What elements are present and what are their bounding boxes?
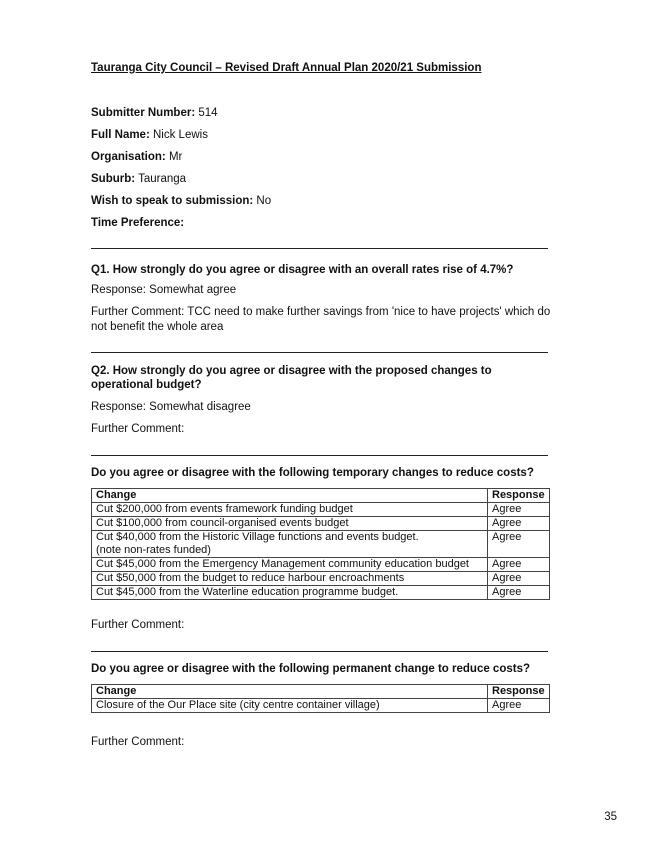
field-value: No [256,195,272,207]
full-name [91,129,208,141]
divider [91,651,548,652]
divider [91,352,548,353]
response-cell: Agree [488,558,550,572]
document-title: Tauranga City Council – Revised Draft Annual Plan 2020/21 Submission [91,62,482,74]
table-row [92,531,550,558]
q2-response: Response: Somewhat disagree [91,401,251,413]
table-header-row [92,489,550,503]
suburb [91,173,186,185]
change-text: Cut $40,000 from the Historic Village functions and events budget. [96,531,419,543]
column-header-change: Change [92,489,488,503]
q2-question: Q2. How strongly do you agree or disagree with the proposed changes to operational budget? [91,365,492,391]
table-row [92,503,550,517]
field-label: Organisation: [91,151,166,163]
field-label: Time Preference: [91,217,185,229]
change-cell: Cut $200,000 from events framework funding budget [92,503,488,517]
change-cell: Cut $50,000 from the budget to reduce harbour encroachments [92,572,488,586]
q1-response: Response: Somewhat agree [91,284,237,296]
page-number: 35 [604,811,617,823]
table-row [92,586,550,600]
table-header-row [92,685,550,699]
table-row [92,572,550,586]
response-cell: Agree [488,572,550,586]
submitter-number [91,107,218,119]
time-preference [91,217,184,229]
change-cell: Cut $45,000 from the Waterline education programme budget. [92,586,488,600]
change-cell: Cut $45,000 from the Emergency Management community education budget [92,558,488,572]
field-value: Mr [168,151,183,163]
q1-comment: Further Comment: TCC need to make further savings from 'nice to have projects' which do not benefit the whole area [91,306,551,333]
table-row [92,517,550,531]
response-cell: Agree [488,531,550,558]
permanent-change-table [91,684,550,713]
divider [91,248,548,249]
field-label: Suburb: [91,173,136,185]
q3-question: Do you agree or disagree with the following temporary changes to reduce costs? [91,467,534,479]
column-header-change: Change [92,685,488,699]
change-cell: Closure of the Our Place site (city centre container village) [92,699,488,713]
field-value: 514 [198,107,218,119]
change-note: (note non-rates funded) [96,544,211,556]
response-cell: Agree [488,503,550,517]
response-cell: Agree [488,586,550,600]
table-row [92,558,550,572]
q1-question: Q1. How strongly do you agree or disagree with an overall rates rise of 4.7%? [91,264,514,276]
organisation [91,151,182,163]
table-row [92,699,550,713]
divider [91,455,548,456]
change-cell: Cut $100,000 from council-organised events budget [92,517,488,531]
q2-comment: Further Comment: [91,423,185,435]
field-value: Tauranga [138,173,187,185]
field-label: Full Name: [91,129,150,141]
q3-comment: Further Comment: [91,619,185,631]
q4-comment: Further Comment: [91,736,185,748]
temporary-changes-table [91,488,550,600]
wish-to-speak [91,195,271,207]
response-cell: Agree [488,517,550,531]
column-header-response: Response [488,489,550,503]
response-cell: Agree [488,699,550,713]
field-label: Wish to speak to submission: [91,195,254,207]
field-value: Nick Lewis [153,129,208,141]
q4-question: Do you agree or disagree with the following permanent change to reduce costs? [91,663,530,675]
column-header-response: Response [488,685,550,699]
field-label: Submitter Number: [91,107,196,119]
change-cell [92,531,488,558]
